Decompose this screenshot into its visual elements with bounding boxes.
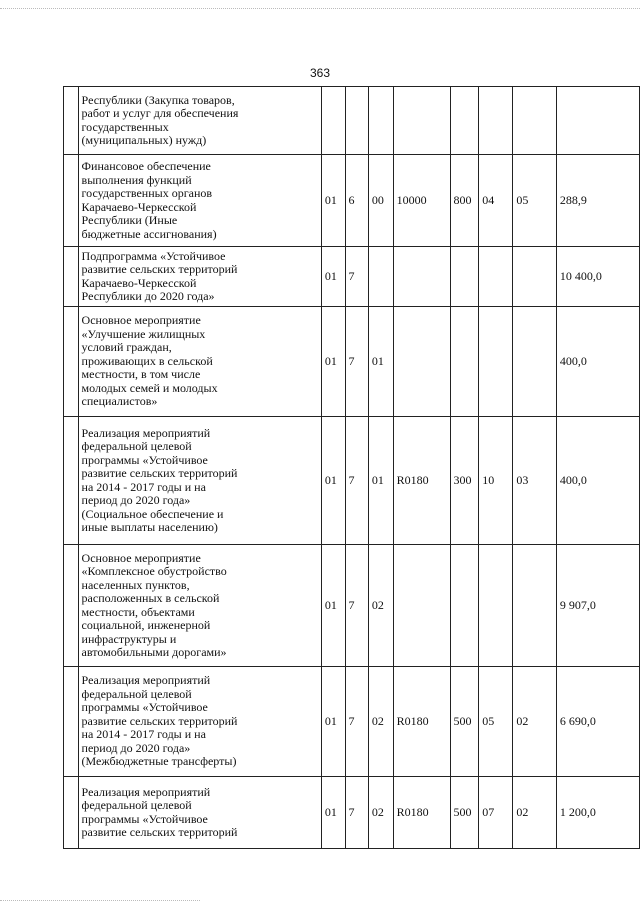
- row-number-cell: [64, 247, 79, 307]
- row-name-line: федеральной целевой: [81, 686, 192, 701]
- row-name-line: условий граждан,: [81, 340, 172, 355]
- code-2-cell: 7: [345, 247, 368, 307]
- code-1-cell: [321, 87, 345, 155]
- row-name-line: проживающих в сельской: [81, 353, 213, 368]
- code-6-cell: [479, 307, 513, 417]
- code-5-cell: [450, 87, 479, 155]
- row-name-line: социальной, инженерной: [81, 618, 211, 632]
- row-name-line: государственных органов: [81, 186, 213, 200]
- code-3-cell: 02: [368, 777, 393, 849]
- row-name-line: Реализация мероприятий: [81, 425, 211, 440]
- code-3-cell: 00: [368, 155, 393, 247]
- row-name-line: Подпрограмма «Устойчивое: [81, 248, 226, 263]
- code-4-cell: [393, 87, 450, 155]
- row-name-line: (муниципальных) нужд): [81, 133, 207, 147]
- row-name-cell: [78, 545, 321, 667]
- code-1-cell: 01: [321, 667, 345, 777]
- row-name-line: выполнения функций: [81, 172, 192, 187]
- row-name-line: Реализация мероприятий: [81, 673, 211, 688]
- page-number: 363: [309, 66, 331, 80]
- row-name-line: специалистов»: [81, 394, 158, 409]
- code-2-cell: 7: [345, 667, 368, 777]
- sum-cell: 288,9: [556, 155, 639, 247]
- code-7-cell: [513, 87, 557, 155]
- table-row: [64, 545, 640, 667]
- row-name-cell: [78, 417, 321, 545]
- row-name-cell: [78, 87, 321, 155]
- code-5-cell: [450, 545, 479, 667]
- row-name-line: федеральной целевой: [81, 798, 192, 812]
- code-6-cell: 05: [479, 667, 513, 777]
- code-3-cell: 02: [368, 545, 393, 667]
- row-name-cell: [78, 155, 321, 247]
- sum-cell: 6 690,0: [556, 667, 639, 777]
- row-name-line: работ и услуг для обеспечения: [81, 106, 239, 120]
- code-7-cell: [513, 307, 557, 417]
- code-6-cell: 10: [479, 417, 513, 545]
- code-2-cell: 7: [345, 307, 368, 417]
- code-3-cell: [368, 87, 393, 155]
- sum-cell: 10 400,0: [556, 247, 639, 307]
- code-6-cell: 04: [479, 155, 513, 247]
- code-4-cell: R0180: [393, 667, 450, 777]
- row-name-line: Республики до 2020 года»: [81, 289, 215, 303]
- code-3-cell: 01: [368, 417, 393, 545]
- code-3-cell: 01: [368, 307, 393, 417]
- row-name-line: инфраструктуры и: [81, 631, 177, 646]
- row-number-cell: [64, 417, 79, 545]
- row-name-line: Карачаево-Черкесской: [81, 275, 197, 290]
- code-5-cell: 500: [450, 777, 479, 849]
- sum-cell: 400,0: [556, 417, 639, 545]
- row-name-line: молодых семей и молодых: [81, 380, 218, 395]
- code-5-cell: [450, 307, 479, 417]
- code-5-cell: [450, 247, 479, 307]
- code-4-cell: R0180: [393, 417, 450, 545]
- scan-edge-bottom: [0, 900, 200, 901]
- row-name-line: местности, в том числе: [81, 367, 201, 382]
- code-6-cell: [479, 87, 513, 155]
- row-name-line: расположенных в сельской: [81, 591, 220, 605]
- row-name-cell: [78, 307, 321, 417]
- row-name-line: иные выплаты населению): [81, 520, 218, 534]
- table-row: [64, 155, 640, 247]
- table-row: [64, 87, 640, 155]
- row-name-line: развитие сельских территорий: [81, 466, 238, 480]
- row-name-line: период до 2020 года»: [81, 493, 191, 507]
- row-name-line: на 2014 - 2017 годы и на: [81, 727, 206, 742]
- code-2-cell: [345, 87, 368, 155]
- row-name-line: программы «Устойчивое: [81, 452, 208, 467]
- row-name-line: «Комплексное обустройство: [81, 564, 227, 578]
- row-name-line: государственных: [81, 119, 169, 134]
- code-4-cell: [393, 545, 450, 667]
- code-2-cell: 7: [345, 777, 368, 849]
- row-name-line: развитие сельских территорий: [81, 825, 238, 839]
- code-1-cell: 01: [321, 777, 345, 849]
- row-name-line: «Улучшение жилищных: [81, 326, 206, 341]
- row-name-line: местности, объектами: [81, 604, 195, 619]
- sum-cell: 400,0: [556, 307, 639, 417]
- row-name-line: программы «Устойчивое: [81, 811, 208, 826]
- table-row: [64, 777, 640, 849]
- code-5-cell: 500: [450, 667, 479, 777]
- code-5-cell: 300: [450, 417, 479, 545]
- code-2-cell: 6: [345, 155, 368, 247]
- row-name-line: программы «Устойчивое: [81, 700, 208, 715]
- code-7-cell: 05: [513, 155, 557, 247]
- sum-cell: 1 200,0: [556, 777, 639, 849]
- row-name-line: автомобильными дорогами»: [81, 645, 227, 659]
- row-number-cell: [64, 307, 79, 417]
- row-name-line: (Социальное обеспечение и: [81, 506, 224, 521]
- code-6-cell: 07: [479, 777, 513, 849]
- code-2-cell: 7: [345, 417, 368, 545]
- row-name-line: Реализация мероприятий: [81, 784, 211, 799]
- row-name-cell: [78, 247, 321, 307]
- row-name-line: Финансовое обеспечение: [81, 159, 211, 173]
- table-row: [64, 417, 640, 545]
- code-1-cell: 01: [321, 307, 345, 417]
- budget-table: [63, 86, 640, 849]
- row-name-line: бюджетные ассигнования): [81, 226, 217, 241]
- row-number-cell: [64, 87, 79, 155]
- code-7-cell: 02: [513, 667, 557, 777]
- scan-edge-top: [0, 8, 640, 9]
- code-3-cell: [368, 247, 393, 307]
- code-7-cell: 03: [513, 417, 557, 545]
- table-row: [64, 307, 640, 417]
- row-number-cell: [64, 155, 79, 247]
- code-4-cell: [393, 307, 450, 417]
- sum-cell: [556, 87, 639, 155]
- code-1-cell: 01: [321, 545, 345, 667]
- code-3-cell: 02: [368, 667, 393, 777]
- row-name-line: развитие сельских территорий: [81, 713, 238, 728]
- table-body: [64, 87, 640, 849]
- row-name-line: Основное мероприятие: [81, 313, 201, 328]
- code-1-cell: 01: [321, 247, 345, 307]
- row-name-line: федеральной целевой: [81, 439, 192, 453]
- code-6-cell: [479, 247, 513, 307]
- code-1-cell: 01: [321, 417, 345, 545]
- row-number-cell: [64, 667, 79, 777]
- code-2-cell: 7: [345, 545, 368, 667]
- code-4-cell: R0180: [393, 777, 450, 849]
- code-4-cell: [393, 247, 450, 307]
- code-7-cell: [513, 545, 557, 667]
- code-1-cell: 01: [321, 155, 345, 247]
- row-name-cell: [78, 667, 321, 777]
- row-name-line: на 2014 - 2017 годы и на: [81, 479, 206, 494]
- code-7-cell: [513, 247, 557, 307]
- row-name-line: Карачаево-Черкесской: [81, 199, 197, 214]
- code-6-cell: [479, 545, 513, 667]
- code-4-cell: 10000: [393, 155, 450, 247]
- row-name-line: развитие сельских территорий: [81, 262, 238, 276]
- row-name-line: (Межбюджетные трансферты): [81, 754, 237, 769]
- row-name-cell: [78, 777, 321, 849]
- row-name-line: Республики (Закупка товаров,: [81, 92, 235, 107]
- row-name-line: период до 2020 года»: [81, 740, 191, 755]
- row-number-cell: [64, 545, 79, 667]
- code-5-cell: 800: [450, 155, 479, 247]
- code-7-cell: 02: [513, 777, 557, 849]
- row-number-cell: [64, 777, 79, 849]
- sum-cell: 9 907,0: [556, 545, 639, 667]
- table-row: [64, 667, 640, 777]
- table-row: [64, 247, 640, 307]
- row-name-line: Республики (Иные: [81, 213, 178, 227]
- row-name-line: населенных пунктов,: [81, 577, 190, 592]
- row-name-line: Основное мероприятие: [81, 550, 201, 565]
